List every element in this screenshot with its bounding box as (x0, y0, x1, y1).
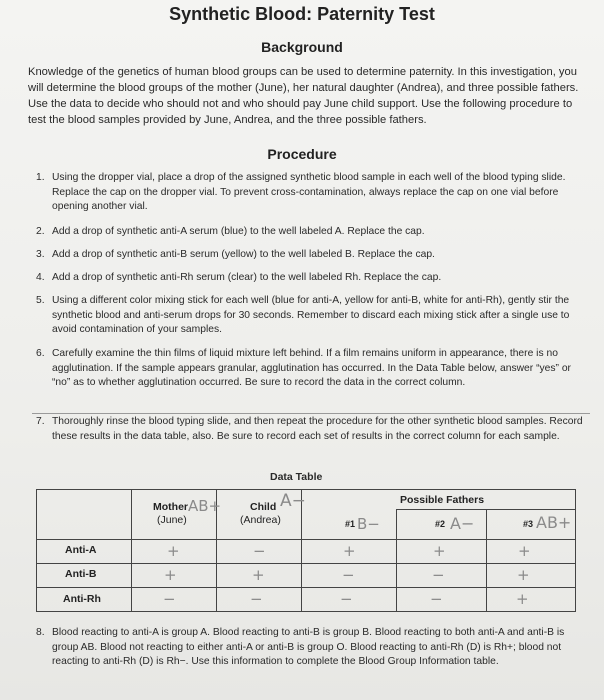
step-text: Using the dropper vial, place a drop of the assigned synthetic blood sample in each well of the blood typing slide. Replace the cap on the dropper vial. To prevent cross-contamination, always replace the cap on one vial before opening another vial. (52, 172, 566, 212)
father-2-label: #2 (435, 519, 446, 529)
row-label-anti-b: Anti-B (65, 568, 97, 580)
row-label-anti-a: Anti-A (65, 544, 97, 556)
anti-b-father-1-result: − (342, 566, 355, 584)
anti-a-mother-result: + (167, 542, 180, 560)
mother-name: (June) (157, 514, 187, 526)
mother-label: Mother (153, 501, 188, 513)
anti-rh-father-2-result: − (430, 590, 443, 608)
possible-fathers-header: Possible Fathers (400, 494, 485, 506)
handwritten-mother-type: AB+ (188, 497, 222, 515)
step-number: 2. (36, 226, 45, 237)
procedure-heading: Procedure (267, 146, 337, 162)
step-number: 4. (36, 272, 45, 283)
anti-b-father-2-result: − (432, 566, 445, 584)
table-col-line (396, 509, 397, 611)
step-number: 1. (36, 172, 45, 183)
data-table (36, 489, 576, 611)
step-text: Add a drop of synthetic anti-A serum (blue) to the well labeled A. Replace the cap. (52, 226, 425, 237)
handwritten-father-3-type: AB+ (536, 513, 572, 532)
anti-a-father-2-result: + (433, 542, 446, 560)
anti-rh-mother-result: − (163, 590, 176, 608)
step-number: 3. (36, 249, 45, 260)
data-table-title: Data Table (270, 471, 323, 483)
step-text: Thoroughly rinse the blood typing slide, and then repeat the procedure for the other synthetic blood samples. Record these results in the data table, also. Be sure to record each set of results in the correct column for each sample. (52, 416, 583, 442)
table-border-top (36, 489, 576, 490)
step-text: Add a drop of synthetic anti-Rh serum (clear) to the well labeled Rh. Replace the cap. (52, 272, 442, 283)
table-border-left (36, 489, 37, 611)
step-text: Carefully examine the thin films of liquid mixture left behind. If a film remains uniform in appearance, there is no agglutination. If the sample appears granular, agglutination has occurred. In the Data Table below, answer “yes” or “no” as to whether agglutination occurred. Be sure to record the data in the correct column. (52, 348, 571, 388)
step-number: 8. (36, 627, 45, 638)
table-border-right (575, 489, 576, 611)
step-number: 7. (36, 416, 45, 427)
divider-line (32, 413, 590, 414)
anti-rh-father-1-result: − (340, 590, 353, 608)
child-header: Child (250, 501, 277, 513)
step-text: Blood reacting to anti-A is group A. Blood reacting to anti-B is group B. Blood reacting to both anti-A and anti-B is group AB. Blood not reacting to either anti-A or anti-B is group O. Blood reacting to anti-Rh (D) is Rh+; blood not reacting to anti-Rh (D) is Rh−. Use this information to complete the Blood Group Information table. (52, 627, 565, 667)
page-title: Synthetic Blood: Paternity Test (169, 4, 435, 24)
table-row-line (36, 587, 576, 588)
anti-a-father-1-result: + (343, 542, 356, 560)
background-heading: Background (261, 39, 343, 55)
row-label-anti-rh: Anti-Rh (63, 593, 101, 605)
anti-rh-child-result: − (250, 590, 263, 608)
step-text: Add a drop of synthetic anti-B serum (yellow) to the well labeled B. Replace the cap. (52, 249, 435, 260)
table-row-line (36, 563, 576, 564)
table-header-line (36, 539, 576, 540)
anti-b-child-result: + (252, 566, 265, 584)
handwritten-father-2-type: A− (450, 514, 475, 533)
step-number: 6. (36, 348, 45, 359)
handwritten-father-1-type: B− (357, 515, 380, 533)
background-paragraph: Knowledge of the genetics of human blood groups can be used to determine paternity. In this investigation, you will determine the blood groups of the mother (June), her natural daughter (Andrea), and three possible fathers. Use the data to decide who should not and who should pay June child support. Use the following procedure to test the blood samples provided by June, Andrea, and the three possible fathers. (28, 66, 579, 126)
anti-b-father-3-result: + (517, 566, 530, 584)
anti-b-mother-result: + (164, 566, 177, 584)
anti-a-child-result: − (253, 542, 266, 560)
anti-rh-father-3-result: + (516, 590, 529, 608)
table-border-bottom (36, 611, 576, 612)
anti-a-father-3-result: + (518, 542, 531, 560)
step-number: 5. (36, 295, 45, 306)
table-col-line (486, 509, 487, 611)
table-col-line (131, 489, 132, 611)
father-3-label: #3 (523, 519, 534, 529)
mother-header (153, 501, 188, 513)
child-name: (Andrea) (240, 514, 281, 526)
father-1-label: #1 (345, 519, 356, 529)
step-text: Using a different color mixing stick for each well (blue for anti-A, yellow for anti-B, white for anti-Rh), gently stir the synthetic blood and anti-serum drops for 30 seconds. Remember to discard each mixing stick after a single use to avoid contamination of your samples. (52, 295, 570, 335)
handwritten-child-type: A− (280, 491, 306, 511)
